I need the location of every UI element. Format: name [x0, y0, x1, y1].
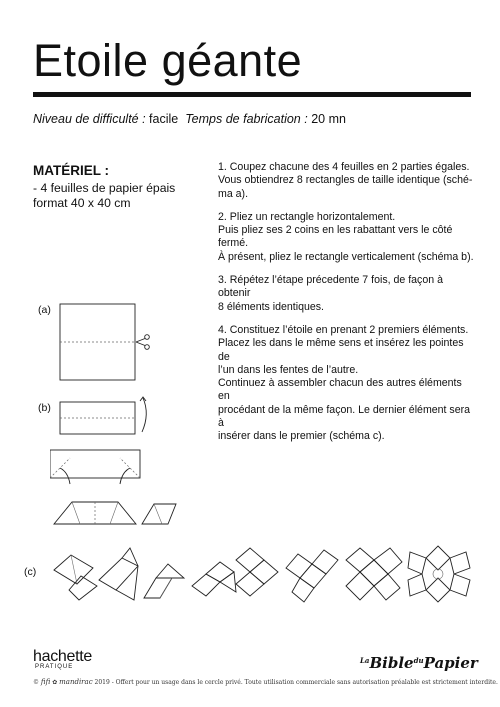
assembly-step-7	[346, 548, 402, 600]
materials-line: - 4 feuilles de papier épais	[33, 181, 176, 195]
materials-line: format 40 x 40 cm	[33, 196, 131, 210]
scissors-icon	[136, 335, 149, 350]
step-line: 2. Pliez un rectangle horizontalement.	[218, 210, 396, 223]
rectangle	[50, 450, 140, 478]
assembly-step-5	[236, 548, 278, 596]
curved-arrow-icon	[120, 468, 130, 484]
step-2	[218, 211, 474, 264]
materials-heading: MATÉRIEL :	[33, 163, 109, 178]
diagram-b	[50, 392, 190, 552]
curved-arrow-icon	[60, 468, 70, 484]
brand-part: Papier	[423, 654, 478, 672]
assembly-step-6	[286, 550, 338, 602]
flower-icon: ✿	[52, 679, 58, 686]
crease	[110, 502, 118, 524]
curved-arrow-icon	[142, 398, 146, 432]
step-line: 3. Répétez l’étape précedente 7 fois, de façon à obtenir	[218, 274, 443, 300]
publisher-name: hachette	[33, 648, 92, 665]
meta-line	[33, 112, 346, 126]
time-label: Temps de fabrication :	[185, 112, 308, 126]
title-rule	[33, 92, 471, 97]
diagram-a	[50, 296, 160, 386]
time-value: 20 mn	[311, 112, 346, 126]
assembly-step-2	[99, 548, 138, 600]
flower-icon	[408, 546, 470, 602]
copyright-text: 2019 - Offert pour un usage dans le cercle privé. Toute utilisation commerciale sans autorisation préalable est strictement interdite.	[94, 679, 498, 686]
step-line: Vous obtiendrez 8 rectangles de taille identique (sché-	[218, 174, 473, 187]
crease	[72, 502, 80, 524]
step-4	[218, 324, 474, 444]
diagram-label-b: (b)	[38, 402, 51, 414]
step-line: Continuez à assembler chacun des autres éléments en	[218, 377, 462, 403]
copyright-notice: © fifi ✿ mandirac 2019 - Offert pour un usage dans le cercle privé. Toute utilisation commerciale sans autorisation préalable est strictement interdite.	[33, 678, 498, 686]
publisher-logo	[33, 648, 92, 670]
step-line: Placez les dans le même sens et insérez les pointes de	[218, 337, 464, 363]
diagram-label-c: (c)	[24, 566, 37, 578]
diagram-c	[44, 540, 480, 620]
step-line: 1. Coupez chacune des 4 feuilles en 2 parties égales.	[218, 161, 470, 173]
assembly-step-3	[144, 564, 184, 598]
step-3	[218, 274, 474, 314]
brand-part: La	[360, 656, 370, 665]
step-line: ma a).	[218, 187, 249, 200]
diagram-label-a: (a)	[38, 304, 51, 316]
step-line: procédant de la même façon. Le dernier élément sera à	[218, 403, 471, 430]
brand-part: du	[413, 656, 424, 665]
step-line: À présent, pliez le rectangle verticalement (schéma b).	[218, 250, 474, 263]
step-line: l’un dans les fentes de l’autre.	[218, 363, 359, 376]
step-1	[218, 161, 474, 201]
instructions	[218, 161, 474, 454]
step-line: 4. Constituez l’étoile en prenant 2 premiers éléments.	[218, 323, 469, 336]
step-line: Puis pliez ses 2 coins en les rabattant vers le côté fermé.	[218, 224, 453, 250]
trapezoid	[54, 502, 136, 524]
brand-part: Bible	[369, 654, 414, 672]
author-logo-b: mandirac	[59, 678, 93, 686]
brand-logo	[360, 654, 478, 672]
assembly-step-4	[192, 562, 236, 596]
assembly-step-1	[54, 555, 97, 600]
page-title: Etoile géante	[33, 35, 303, 86]
crease	[154, 504, 162, 524]
difficulty-label: Niveau de difficulté :	[33, 112, 146, 126]
step-line: insérer dans le premier (schéma c).	[218, 430, 385, 443]
folded-element	[142, 504, 176, 524]
publisher-sub: PRATIQUE	[35, 664, 74, 670]
step-line: 8 éléments identiques.	[218, 300, 325, 313]
author-logo-a: fifi	[40, 678, 51, 686]
difficulty-value: facile	[149, 112, 179, 126]
